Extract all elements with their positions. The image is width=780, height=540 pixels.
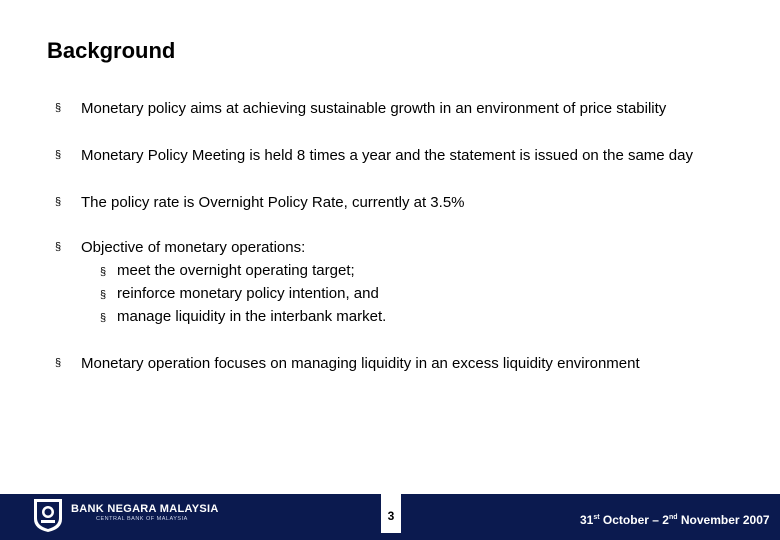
date-end: November 2007 [677, 513, 770, 527]
page-number: 3 [387, 509, 395, 523]
sub-bullet-text: manage liquidity in the interbank market. [117, 308, 387, 325]
bullet-text: Monetary Policy Meeting is held 8 times a year and the statement is issued on the same day [81, 147, 693, 164]
sub-bullet-marker: § [100, 312, 107, 324]
event-date [580, 513, 770, 527]
bullet-text: Monetary operation focuses on managing liquidity in an excess liquidity environment [81, 355, 640, 372]
slide-title: Background [47, 38, 176, 63]
bullet-marker: § [55, 241, 62, 253]
bullet-marker: § [55, 102, 62, 114]
date-suffix-start: st [593, 514, 600, 521]
sub-bullet-text: meet the overnight operating target; [117, 262, 355, 279]
page-number-box [381, 494, 401, 533]
sub-bullet-item [100, 305, 386, 330]
bank-name: BANK NEGARA MALAYSIA [71, 503, 219, 515]
bullet-text: Monetary policy aims at achieving sustainable growth in an environment of price stability [81, 100, 667, 117]
sub-bullet-item [100, 259, 355, 284]
date-suffix-end: nd [668, 514, 678, 521]
bank-subtitle: CENTRAL BANK OF MALAYSIA [96, 516, 188, 522]
sub-bullet-marker: § [100, 266, 107, 278]
bullet-marker: § [55, 196, 62, 208]
sub-bullet-text: reinforce monetary policy intention, and [117, 285, 379, 302]
bank-crest-icon [32, 497, 64, 533]
date-middle: October – 2 [599, 513, 669, 527]
date-day-start: 31 [580, 513, 594, 527]
sub-bullet-item [100, 282, 379, 307]
footer-bar [0, 494, 780, 540]
bullet-marker: § [55, 357, 62, 369]
sub-bullet-marker: § [100, 289, 107, 301]
bullet-text: The policy rate is Overnight Policy Rate, currently at 3.5% [81, 194, 465, 211]
bullet-text: Objective of monetary operations: [81, 239, 306, 256]
bullet-marker: § [55, 149, 62, 161]
